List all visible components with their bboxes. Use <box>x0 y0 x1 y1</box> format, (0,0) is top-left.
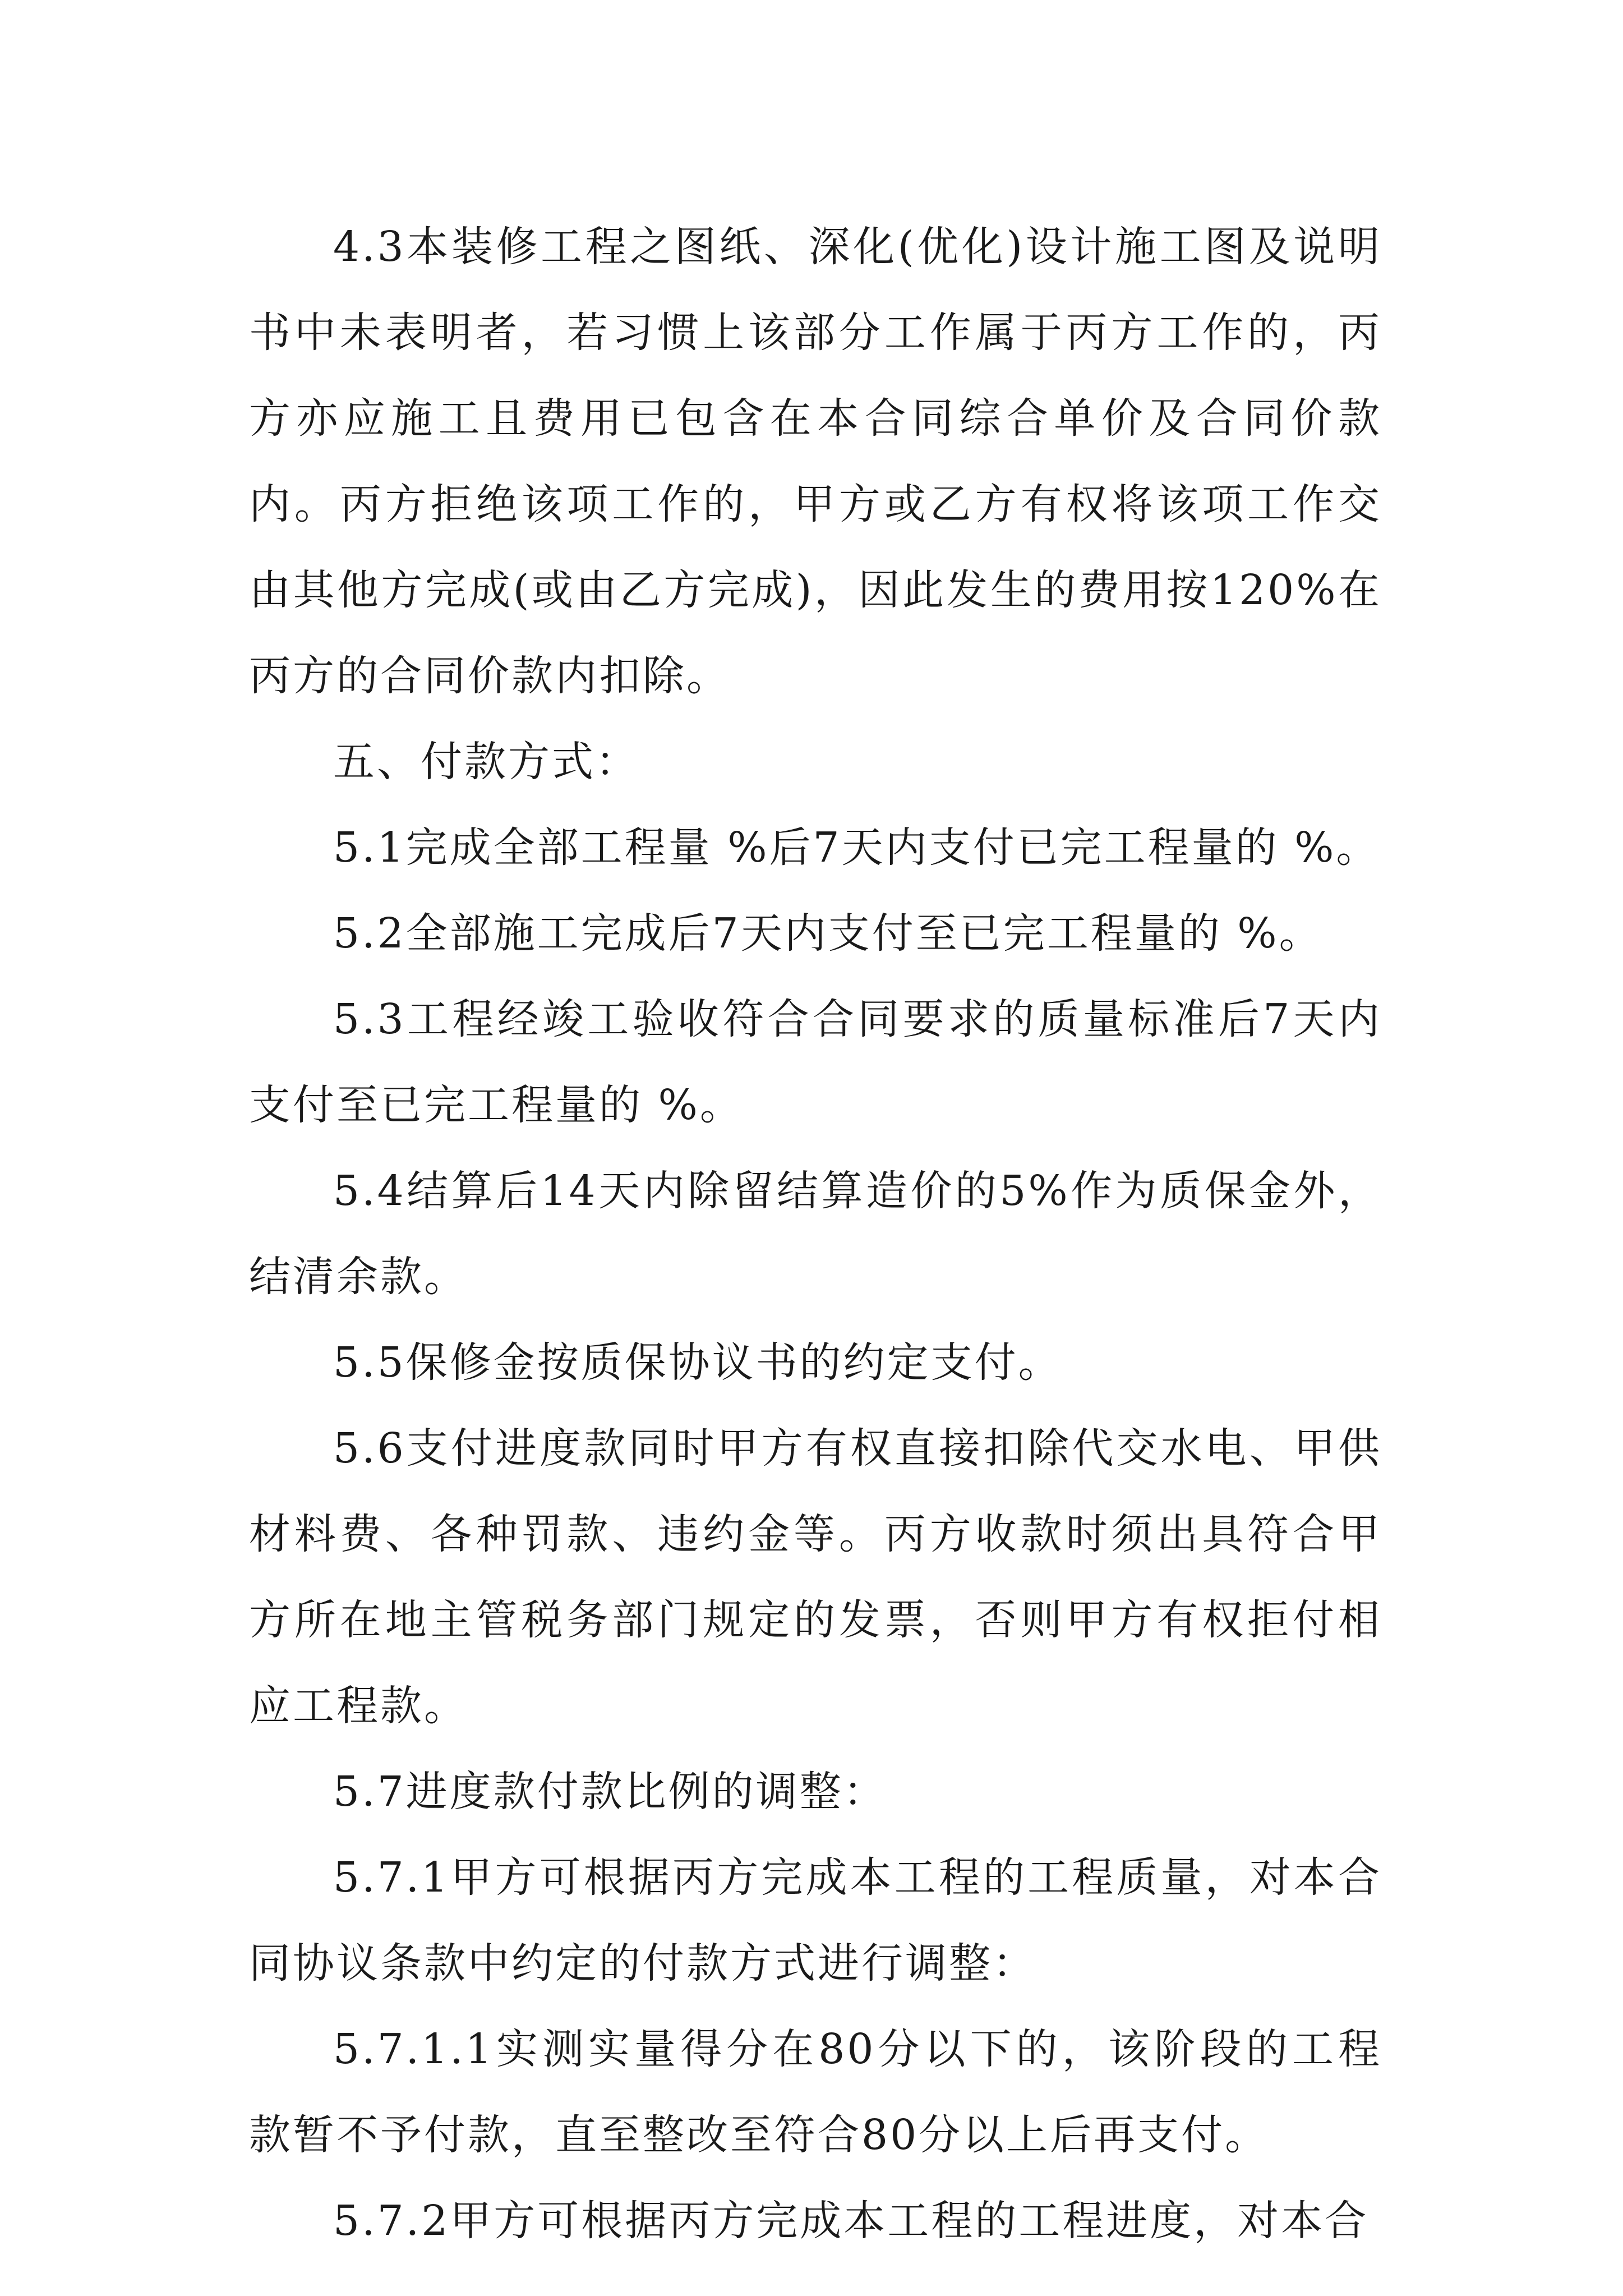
clause-5-2: 5.2全部施工完成后7天内支付至已完工程量的 %。 <box>333 909 1323 958</box>
clause-5-3: 5.3工程经竣工验收符合合同要求的质量标准后7天内支付至已完工程量的 %。 <box>249 995 1382 1129</box>
clause-5-7: 5.7进度款付款比例的调整： <box>333 1768 887 1816</box>
clause-5-7-1: 5.7.1甲方可根据丙方完成本工程的工程质量，对本合同协议条款中约定的付款方式进行调整： <box>249 1853 1382 1987</box>
clause-5-5: 5.5保修金按质保协议书的约定支付。 <box>333 1338 1062 1387</box>
clause-5-1: 5.1完成全部工程量 %后7天内支付已完工程量的 %。 <box>333 823 1380 872</box>
clause-5-7-2: 5.7.2甲方可根据丙方完成本工程的工程进度，对本合 <box>333 2197 1369 2245</box>
clause-4-3: 4.3本装修工程之图纸、深化(优化)设计施工图及说明书中未表明者，若习惯上该部分工作属于丙方工作的，丙方亦应施工且费用已包含在本合同综合单价及合同价款内。丙方拒绝该项工作的，甲方或乙方有权将该项工作交由其他方完成(或由乙方完成)，因此发生的费用按120%在丙方的合同价款内扣除。 <box>249 223 1382 700</box>
document-body <box>249 204 1382 2264</box>
section-heading-payment-method: 五、付款方式： <box>333 738 639 786</box>
clause-5-4: 5.4结算后14天内除留结算造价的5%作为质保金外，结清余款。 <box>249 1167 1382 1301</box>
clause-5-7-1-1: 5.7.1.1实测实量得分在80分以下的，该阶段的工程款暂不予付款，直至整改至符合80分以上后再支付。 <box>249 2025 1382 2159</box>
clause-5-6: 5.6支付进度款同时甲方有权直接扣除代交水电、甲供材料费、各种罚款、违约金等。丙方收款时须出具符合甲方所在地主管税务部门规定的发票，否则甲方有权拒付相应工程款。 <box>249 1424 1382 1730</box>
